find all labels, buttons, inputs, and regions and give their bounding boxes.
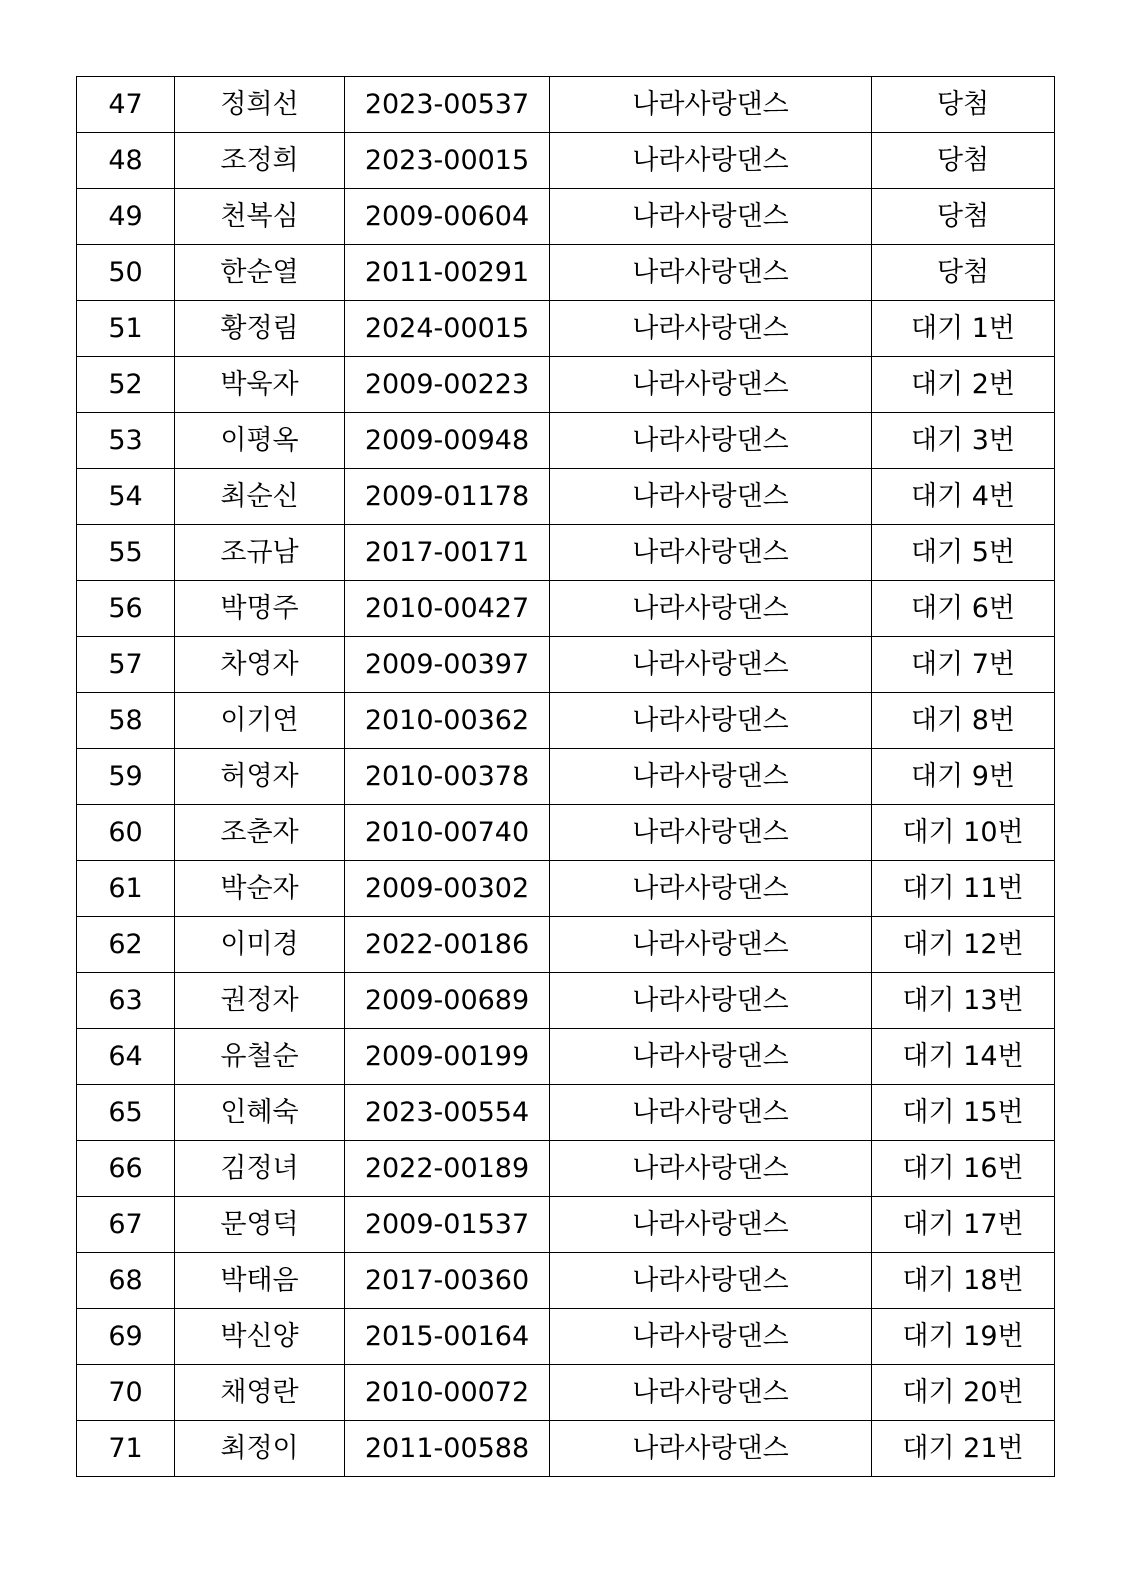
result-status-cell: 대기 19번 — [872, 1309, 1055, 1365]
result-status-cell: 대기 5번 — [872, 525, 1055, 581]
result-status-cell: 당첨 — [872, 133, 1055, 189]
result-status-cell: 대기 7번 — [872, 637, 1055, 693]
member-name-cell: 김정녀 — [175, 1141, 345, 1197]
program-name-cell: 나라사랑댄스 — [550, 525, 872, 581]
member-id-cell: 2011-00291 — [345, 245, 550, 301]
program-name-cell: 나라사랑댄스 — [550, 301, 872, 357]
table-row — [77, 749, 1055, 805]
result-status-cell: 대기 17번 — [872, 1197, 1055, 1253]
table-row — [77, 469, 1055, 525]
row-number-cell: 71 — [77, 1421, 175, 1477]
result-status-cell: 대기 3번 — [872, 413, 1055, 469]
member-name-cell: 유철순 — [175, 1029, 345, 1085]
table-row — [77, 1141, 1055, 1197]
result-status-cell: 대기 2번 — [872, 357, 1055, 413]
table-row — [77, 1253, 1055, 1309]
member-id-cell: 2009-00604 — [345, 189, 550, 245]
row-number-cell: 48 — [77, 133, 175, 189]
member-id-cell: 2009-00199 — [345, 1029, 550, 1085]
result-status-cell: 대기 4번 — [872, 469, 1055, 525]
result-status-cell: 대기 15번 — [872, 1085, 1055, 1141]
member-name-cell: 권정자 — [175, 973, 345, 1029]
member-id-cell: 2011-00588 — [345, 1421, 550, 1477]
member-id-cell: 2022-00189 — [345, 1141, 550, 1197]
result-status-cell: 대기 20번 — [872, 1365, 1055, 1421]
result-status-cell: 대기 14번 — [872, 1029, 1055, 1085]
row-number-cell: 69 — [77, 1309, 175, 1365]
table-row — [77, 189, 1055, 245]
program-name-cell: 나라사랑댄스 — [550, 357, 872, 413]
member-id-cell: 2009-00302 — [345, 861, 550, 917]
program-name-cell: 나라사랑댄스 — [550, 189, 872, 245]
table-row — [77, 357, 1055, 413]
program-name-cell: 나라사랑댄스 — [550, 245, 872, 301]
table-row — [77, 1309, 1055, 1365]
table-row — [77, 693, 1055, 749]
row-number-cell: 65 — [77, 1085, 175, 1141]
program-name-cell: 나라사랑댄스 — [550, 581, 872, 637]
program-name-cell: 나라사랑댄스 — [550, 749, 872, 805]
member-name-cell: 채영란 — [175, 1365, 345, 1421]
row-number-cell: 56 — [77, 581, 175, 637]
member-id-cell: 2010-00072 — [345, 1365, 550, 1421]
program-name-cell: 나라사랑댄스 — [550, 917, 872, 973]
row-number-cell: 50 — [77, 245, 175, 301]
row-number-cell: 55 — [77, 525, 175, 581]
table-row — [77, 917, 1055, 973]
program-name-cell: 나라사랑댄스 — [550, 1085, 872, 1141]
row-number-cell: 70 — [77, 1365, 175, 1421]
row-number-cell: 60 — [77, 805, 175, 861]
result-status-cell: 대기 16번 — [872, 1141, 1055, 1197]
program-name-cell: 나라사랑댄스 — [550, 1253, 872, 1309]
result-status-cell: 대기 1번 — [872, 301, 1055, 357]
result-status-cell: 대기 9번 — [872, 749, 1055, 805]
program-name-cell: 나라사랑댄스 — [550, 1141, 872, 1197]
row-number-cell: 68 — [77, 1253, 175, 1309]
member-name-cell: 조정희 — [175, 133, 345, 189]
member-name-cell: 박욱자 — [175, 357, 345, 413]
member-name-cell: 차영자 — [175, 637, 345, 693]
table-row — [77, 413, 1055, 469]
row-number-cell: 61 — [77, 861, 175, 917]
program-name-cell: 나라사랑댄스 — [550, 693, 872, 749]
row-number-cell: 57 — [77, 637, 175, 693]
program-name-cell: 나라사랑댄스 — [550, 1309, 872, 1365]
member-id-cell: 2017-00360 — [345, 1253, 550, 1309]
member-name-cell: 최순신 — [175, 469, 345, 525]
program-name-cell: 나라사랑댄스 — [550, 133, 872, 189]
table-body — [77, 77, 1055, 1477]
result-status-cell: 대기 21번 — [872, 1421, 1055, 1477]
table-row — [77, 245, 1055, 301]
row-number-cell: 47 — [77, 77, 175, 133]
table-row — [77, 1421, 1055, 1477]
program-name-cell: 나라사랑댄스 — [550, 973, 872, 1029]
table-row — [77, 77, 1055, 133]
program-name-cell: 나라사랑댄스 — [550, 413, 872, 469]
table-row — [77, 133, 1055, 189]
member-name-cell: 이미경 — [175, 917, 345, 973]
member-id-cell: 2009-01178 — [345, 469, 550, 525]
member-id-cell: 2022-00186 — [345, 917, 550, 973]
member-id-cell: 2010-00740 — [345, 805, 550, 861]
table-row — [77, 1197, 1055, 1253]
program-name-cell: 나라사랑댄스 — [550, 861, 872, 917]
member-name-cell: 이평옥 — [175, 413, 345, 469]
member-name-cell: 조규남 — [175, 525, 345, 581]
member-id-cell: 2023-00015 — [345, 133, 550, 189]
result-status-cell: 대기 12번 — [872, 917, 1055, 973]
row-number-cell: 64 — [77, 1029, 175, 1085]
result-status-cell: 대기 8번 — [872, 693, 1055, 749]
program-name-cell: 나라사랑댄스 — [550, 77, 872, 133]
row-number-cell: 59 — [77, 749, 175, 805]
table-row — [77, 1085, 1055, 1141]
member-id-cell: 2015-00164 — [345, 1309, 550, 1365]
row-number-cell: 51 — [77, 301, 175, 357]
member-name-cell: 박명주 — [175, 581, 345, 637]
member-name-cell: 한순열 — [175, 245, 345, 301]
program-name-cell: 나라사랑댄스 — [550, 1365, 872, 1421]
member-name-cell: 황정림 — [175, 301, 345, 357]
member-name-cell: 이기연 — [175, 693, 345, 749]
result-status-cell: 대기 6번 — [872, 581, 1055, 637]
table-row — [77, 805, 1055, 861]
program-name-cell: 나라사랑댄스 — [550, 1029, 872, 1085]
member-id-cell: 2009-00223 — [345, 357, 550, 413]
member-id-cell: 2023-00537 — [345, 77, 550, 133]
program-name-cell: 나라사랑댄스 — [550, 469, 872, 525]
member-name-cell: 정희선 — [175, 77, 345, 133]
member-id-cell: 2009-00689 — [345, 973, 550, 1029]
member-name-cell: 인혜숙 — [175, 1085, 345, 1141]
member-id-cell: 2010-00427 — [345, 581, 550, 637]
result-status-cell: 당첨 — [872, 77, 1055, 133]
row-number-cell: 58 — [77, 693, 175, 749]
row-number-cell: 66 — [77, 1141, 175, 1197]
result-status-cell: 대기 18번 — [872, 1253, 1055, 1309]
member-name-cell: 천복심 — [175, 189, 345, 245]
program-name-cell: 나라사랑댄스 — [550, 1421, 872, 1477]
row-number-cell: 63 — [77, 973, 175, 1029]
member-id-cell: 2009-00948 — [345, 413, 550, 469]
table-row — [77, 301, 1055, 357]
row-number-cell: 62 — [77, 917, 175, 973]
member-name-cell: 박신양 — [175, 1309, 345, 1365]
row-number-cell: 67 — [77, 1197, 175, 1253]
member-name-cell: 최정이 — [175, 1421, 345, 1477]
member-name-cell: 박순자 — [175, 861, 345, 917]
table-row — [77, 637, 1055, 693]
row-number-cell: 54 — [77, 469, 175, 525]
table-row — [77, 973, 1055, 1029]
table-row — [77, 861, 1055, 917]
row-number-cell: 53 — [77, 413, 175, 469]
member-id-cell: 2023-00554 — [345, 1085, 550, 1141]
member-name-cell: 박태음 — [175, 1253, 345, 1309]
member-id-cell: 2010-00362 — [345, 693, 550, 749]
member-name-cell: 조춘자 — [175, 805, 345, 861]
lottery-result-table — [76, 76, 1055, 1477]
table-row — [77, 581, 1055, 637]
member-id-cell: 2017-00171 — [345, 525, 550, 581]
member-id-cell: 2009-01537 — [345, 1197, 550, 1253]
row-number-cell: 49 — [77, 189, 175, 245]
result-status-cell: 대기 13번 — [872, 973, 1055, 1029]
result-status-cell: 대기 10번 — [872, 805, 1055, 861]
table-row — [77, 1029, 1055, 1085]
result-status-cell: 당첨 — [872, 245, 1055, 301]
table-row — [77, 1365, 1055, 1421]
program-name-cell: 나라사랑댄스 — [550, 1197, 872, 1253]
member-id-cell: 2010-00378 — [345, 749, 550, 805]
result-status-cell: 당첨 — [872, 189, 1055, 245]
result-status-cell: 대기 11번 — [872, 861, 1055, 917]
table-row — [77, 525, 1055, 581]
row-number-cell: 52 — [77, 357, 175, 413]
member-id-cell: 2009-00397 — [345, 637, 550, 693]
member-id-cell: 2024-00015 — [345, 301, 550, 357]
program-name-cell: 나라사랑댄스 — [550, 637, 872, 693]
member-name-cell: 허영자 — [175, 749, 345, 805]
member-name-cell: 문영덕 — [175, 1197, 345, 1253]
program-name-cell: 나라사랑댄스 — [550, 805, 872, 861]
